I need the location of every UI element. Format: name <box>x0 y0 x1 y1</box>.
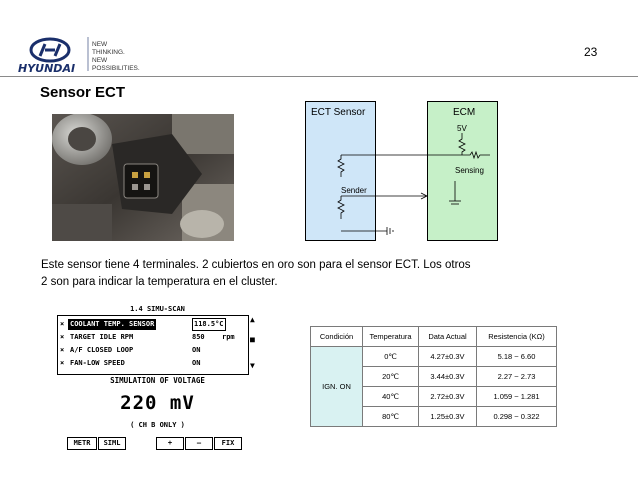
minus-button[interactable]: — <box>185 437 213 450</box>
page-number: 23 <box>584 45 598 59</box>
scroll-down-icon[interactable]: ▼ <box>250 361 255 370</box>
data-cell: 1.25±0.3V <box>419 407 477 427</box>
condition-cell: IGN. ON <box>311 347 363 427</box>
voltage-label: 5V <box>457 124 467 133</box>
scan-row[interactable]: × TARGET IDLE RPM 850 rpm <box>60 333 235 341</box>
resistance-cell: 5.18 ~ 6.60 <box>477 347 557 367</box>
scroll-thumb-icon[interactable]: ■ <box>250 335 255 344</box>
temp-cell: 20℃ <box>363 367 419 387</box>
spec-table <box>310 326 557 427</box>
sender-label: Sender <box>341 186 367 195</box>
simulation-note: ( CH B ONLY ) <box>130 421 185 429</box>
ect-sensor-box <box>306 102 376 241</box>
description <box>41 257 601 291</box>
resistance-cell: 2.27 ~ 2.73 <box>477 367 557 387</box>
simulation-value: 220 mV <box>120 392 195 414</box>
svg-text:POSSIBILITIES.: POSSIBILITIES. <box>92 65 140 72</box>
temp-cell: 40℃ <box>363 387 419 407</box>
scan-data-list <box>57 315 249 375</box>
plus-button[interactable]: + <box>156 437 184 450</box>
scan-row[interactable]: × A/F CLOSED LOOP ON <box>60 346 201 354</box>
data-cell: 4.27±0.3V <box>419 347 477 367</box>
scan-row[interactable]: × COOLANT TEMP. SENSOR 118.5°C <box>58 319 248 330</box>
slide-title: Sensor ECT <box>40 84 126 101</box>
hyundai-logo <box>16 37 146 77</box>
table-header: Condición <box>311 327 363 347</box>
scan-row[interactable]: × FAN-LOW SPEED ON <box>60 359 201 367</box>
fix-button[interactable]: FIX <box>214 437 242 450</box>
scan-title: 1.4 SIMU-SCAN <box>130 305 185 313</box>
resistance-cell: 1.059 ~ 1.281 <box>477 387 557 407</box>
svg-text:NEW: NEW <box>92 41 108 48</box>
table-header-row <box>311 327 557 347</box>
sensing-label: Sensing <box>455 166 484 175</box>
circuit-diagram <box>305 101 498 241</box>
svg-text:NEW: NEW <box>92 57 108 64</box>
resistance-cell: 0.298 ~ 0.322 <box>477 407 557 427</box>
description-line: 2 son para indicar la temperatura en el cluster. <box>41 276 278 288</box>
table-header: Resistencia (KΩ) <box>477 327 557 347</box>
temp-cell: 80℃ <box>363 407 419 427</box>
header-divider <box>0 76 638 77</box>
temp-cell: 0℃ <box>363 347 419 367</box>
scan-scrollbar[interactable] <box>248 315 261 373</box>
sensor-photo <box>52 114 234 241</box>
siml-button[interactable]: SIML <box>98 437 126 450</box>
table-header: Temperatura <box>363 327 419 347</box>
scroll-up-icon[interactable]: ▲ <box>250 315 255 324</box>
data-cell: 2.72±0.3V <box>419 387 477 407</box>
simulation-heading: SIMULATION OF VOLTAGE <box>110 376 205 385</box>
brand-wordmark: HYUNDAI <box>18 62 76 75</box>
hyundai-emblem-icon <box>16 37 146 77</box>
table-header: Data Actual <box>419 327 477 347</box>
scan-tool-screen <box>53 304 262 449</box>
description-line: Este sensor tiene 4 terminales. 2 cubiertos en oro son para el sensor ECT. Los otros <box>41 259 471 271</box>
metr-button[interactable]: METR <box>67 437 97 450</box>
ect-sensor-label: ECT Sensor <box>311 107 366 118</box>
data-cell: 3.44±0.3V <box>419 367 477 387</box>
svg-text:THINKING.: THINKING. <box>92 49 125 56</box>
ecm-label: ECM <box>453 107 476 118</box>
table-row <box>311 347 557 367</box>
